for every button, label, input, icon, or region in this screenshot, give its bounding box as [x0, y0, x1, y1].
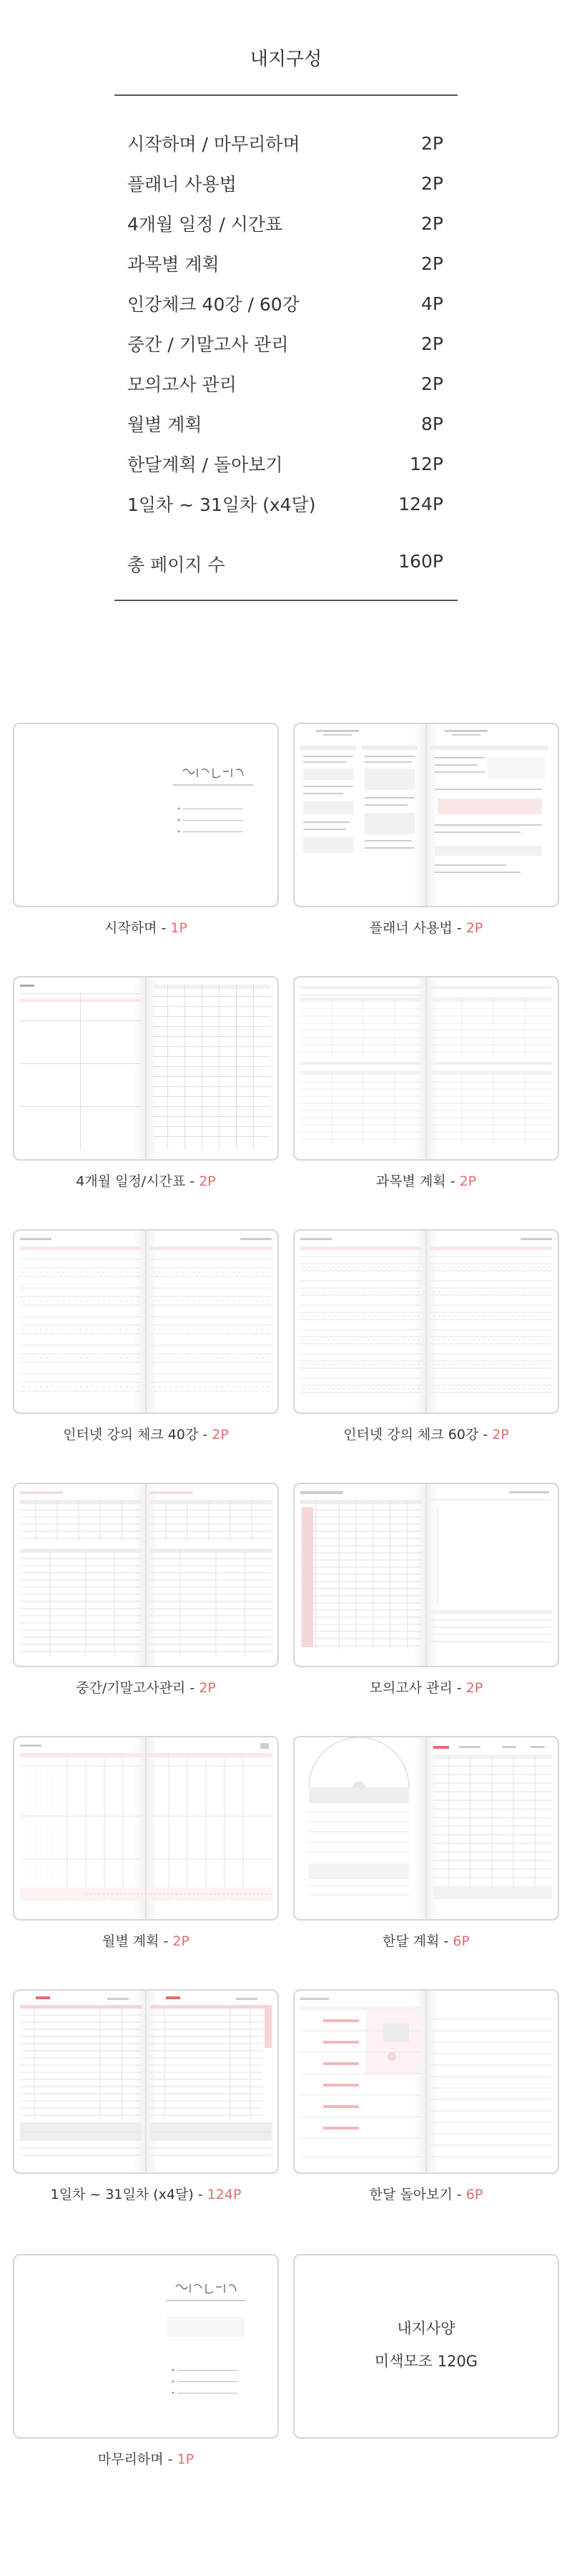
toc-row: [127, 123, 443, 163]
toc-row-pages: 2P: [421, 172, 443, 194]
preview-caption: 플래너 사용법 - 2P: [369, 920, 483, 936]
preview-daily-drawing: [14, 1991, 277, 2172]
preview-caption-name: 한달 계획: [383, 1933, 440, 1949]
preview-review: [293, 1989, 559, 2174]
toc-row: [127, 484, 443, 524]
preview-lecture-40-drawing: [14, 1231, 277, 1413]
preview-caption: 한달 돌아보기 - 6P: [369, 2187, 483, 2202]
preview-month-plan: [293, 1736, 559, 1921]
preview-end: [13, 2254, 279, 2439]
toc-title: 내지구성: [250, 49, 322, 70]
preview-schedule-drawing: [14, 977, 277, 1159]
preview-caption: 4개월 일정/시간표 - 2P: [76, 1174, 216, 1189]
toc-row-label: 중간 / 기말고사 관리: [127, 334, 289, 355]
preview-caption: 마무리하며 - 1P: [97, 2451, 194, 2467]
preview-caption-pages: 1P: [170, 920, 187, 936]
preview-caption: 한달 계획 - 6P: [383, 1933, 470, 1949]
toc-total-pages: 160P: [398, 551, 443, 572]
preview-caption-name: 인터넷 강의 체크 40강: [63, 1427, 199, 1443]
preview-caption-pages: 2P: [492, 1427, 509, 1443]
toc-row-pages: 2P: [421, 213, 443, 234]
preview-caption-pages: 1P: [177, 2451, 194, 2467]
preview-month-plan-drawing: [295, 1737, 558, 1919]
toc-list: [127, 123, 443, 524]
toc-row-label: 1일차 ~ 31일차 (x4달): [127, 494, 316, 515]
toc-row-label: 4개월 일정 / 시간표: [127, 214, 283, 235]
toc-row: [127, 283, 443, 323]
preview-caption-pages: 6P: [465, 2187, 483, 2202]
toc-row-pages: 4P: [421, 293, 443, 314]
toc-row: [127, 163, 443, 203]
preview-caption-pages: 2P: [465, 920, 483, 936]
preview-exam: [13, 1483, 279, 1667]
preview-caption-name: 모의고사 관리: [369, 1680, 453, 1696]
toc-row-pages: 2P: [421, 373, 443, 394]
preview-guide: [293, 723, 559, 907]
preview-caption: 과목별 계획 - 2P: [375, 1174, 477, 1189]
preview-caption-pages: 2P: [199, 1174, 216, 1189]
preview-caption-pages: 2P: [459, 1174, 477, 1189]
toc-row-pages: 8P: [421, 413, 443, 434]
preview-caption: 월별 계획 - 2P: [102, 1933, 189, 1949]
preview-daily: [13, 1989, 279, 2174]
paper-spec-card: [293, 2254, 559, 2439]
preview-guide-drawing: [295, 724, 558, 906]
toc-row-pages: 2P: [421, 253, 443, 274]
toc-row: [127, 203, 443, 243]
preview-caption-pages: 2P: [172, 1933, 189, 1949]
preview-lecture-60: [293, 1229, 559, 1414]
preview-mock-exam-drawing: [295, 1484, 558, 1666]
toc-row-pages: 2P: [421, 132, 443, 154]
preview-caption: 시작하며 - 1P: [104, 920, 187, 936]
toc-row-label: 한달계획 / 돌아보기: [127, 454, 283, 475]
toc-row-label: 플래너 사용법: [127, 174, 237, 195]
preview-caption-pages: 2P: [199, 1680, 216, 1696]
preview-monthly-drawing: [14, 1737, 277, 1919]
preview-caption-name: 과목별 계획: [375, 1174, 446, 1189]
preview-caption-pages: 2P: [465, 1680, 483, 1696]
toc-row-pages: 12P: [410, 453, 443, 474]
preview-subject-drawing: [295, 977, 558, 1159]
paper-spec-value: 미색모조 120G: [374, 2353, 478, 2370]
preview-end-drawing: [14, 2255, 277, 2437]
preview-caption-name: 마무리하며: [97, 2451, 164, 2467]
toc-row: [127, 323, 443, 364]
preview-caption-name: 시작하며: [104, 920, 157, 936]
preview-caption: 모의고사 관리 - 2P: [369, 1680, 483, 1696]
preview-caption-name: 중간/기말고사관리: [76, 1680, 186, 1696]
toc-bottom-divider: [114, 600, 458, 601]
preview-caption: 1일차 ~ 31일차 (x4달) - 124P: [50, 2187, 242, 2202]
preview-exam-drawing: [14, 1484, 277, 1666]
toc-row: [127, 243, 443, 283]
toc-top-divider: [114, 94, 458, 96]
toc-row-label: 월별 계획: [127, 414, 202, 435]
preview-caption-pages: 6P: [453, 1933, 470, 1949]
preview-caption-name: 한달 돌아보기: [369, 2187, 453, 2202]
toc-total-label: 총 페이지 수: [127, 555, 225, 575]
preview-caption-name: 4개월 일정/시간표: [76, 1174, 186, 1189]
toc-row: [127, 404, 443, 444]
preview-caption-name: 1일차 ~ 31일차 (x4달): [50, 2187, 194, 2202]
preview-caption-pages: 2P: [212, 1427, 229, 1443]
preview-mock-exam: [293, 1483, 559, 1667]
preview-caption-name: 인터넷 강의 체크 60강: [343, 1427, 479, 1443]
preview-review-drawing: [295, 1991, 558, 2172]
preview-start: [13, 723, 279, 907]
preview-monthly: [13, 1736, 279, 1921]
paper-spec-title: 내지사양: [397, 2320, 455, 2337]
preview-caption: 중간/기말고사관리 - 2P: [76, 1680, 216, 1696]
preview-caption-pages: 124P: [207, 2187, 242, 2202]
toc-total-row: [127, 551, 443, 577]
toc-row-label: 시작하며 / 마무리하며: [127, 134, 300, 155]
preview-subject: [293, 976, 559, 1161]
toc-row-label: 과목별 계획: [127, 254, 220, 275]
preview-lecture-60-drawing: [295, 1231, 558, 1413]
preview-caption: 인터넷 강의 체크 60강 - 2P: [343, 1427, 509, 1443]
toc-row-label: 모의고사 관리: [127, 374, 237, 395]
toc-row: [127, 364, 443, 404]
preview-lecture-40: [13, 1229, 279, 1414]
toc-row-label: 인강체크 40강 / 60강: [127, 294, 300, 315]
preview-caption-name: 플래너 사용법: [369, 920, 453, 936]
preview-caption-name: 월별 계획: [102, 1933, 159, 1949]
toc-row-pages: 124P: [398, 493, 443, 514]
toc-row: [127, 444, 443, 484]
preview-start-drawing: [14, 724, 277, 906]
toc-row-pages: 2P: [421, 333, 443, 354]
preview-schedule: [13, 976, 279, 1161]
preview-caption: 인터넷 강의 체크 40강 - 2P: [63, 1427, 229, 1443]
